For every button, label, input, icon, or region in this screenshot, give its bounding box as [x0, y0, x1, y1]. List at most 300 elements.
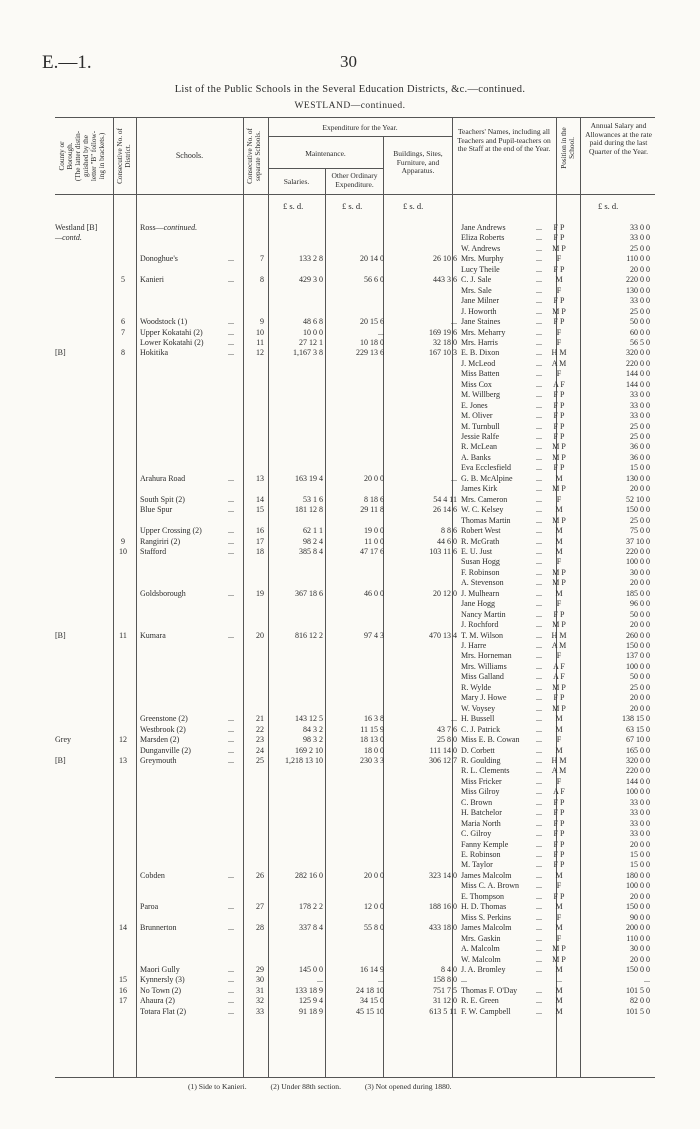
school-name-cell: Ross—continued. — [140, 223, 198, 232]
leader-dots: ... — [536, 850, 542, 859]
school-no-cell: 12 — [256, 348, 264, 358]
table-row — [55, 829, 655, 839]
table-row — [55, 484, 655, 494]
leader-dots: ... — [536, 735, 542, 745]
school-no-cell: 8 — [260, 275, 264, 285]
leader-dots: ... — [228, 745, 234, 755]
leader-dots: ... — [536, 787, 542, 797]
leader-dots: ... — [536, 714, 542, 724]
teacher-name-cell: Miss E. B. Cowan — [461, 735, 520, 745]
table-row — [55, 986, 655, 996]
leader-dots: ... — [228, 254, 234, 264]
table-row — [55, 557, 655, 567]
position-cell: F P — [553, 233, 565, 243]
table-row — [55, 662, 655, 672]
school-name-cell: Totara Flat (2) — [140, 1006, 187, 1016]
school-no-cell: 19 — [256, 588, 264, 598]
annual-salary-cell: 33 0 0 — [630, 223, 650, 232]
teacher-name-cell: Jane Hogg — [461, 599, 495, 609]
table-row — [55, 286, 655, 296]
teacher-name-cell: James Kirk — [461, 484, 498, 494]
leader-dots: ... — [536, 526, 542, 536]
table-row — [55, 442, 655, 452]
county-cell: [B] — [55, 755, 66, 765]
school-name-cell: Hokitika — [140, 348, 168, 358]
position-cell: H M — [551, 755, 567, 765]
leader-dots: ... — [228, 317, 234, 327]
annual-salary-cell: 36 0 0 — [630, 452, 650, 462]
annual-salary-cell: ... — [644, 975, 650, 985]
table-row — [55, 631, 655, 641]
header-other-expenditure: Other Ordinary Expenditure. — [331, 171, 378, 189]
annual-salary-cell: 25 0 0 — [630, 682, 650, 692]
annual-salary-cell: 75 0 0 — [630, 526, 650, 536]
annual-salary-cell: 150 0 0 — [626, 505, 650, 515]
other-expenditure-cell: ... — [378, 327, 384, 337]
annual-salary-cell: 15 0 0 — [630, 463, 650, 473]
leader-dots: ... — [536, 620, 542, 630]
teacher-name-cell: Mrs. Sale — [461, 285, 492, 295]
leader-dots: ... — [536, 400, 542, 410]
leader-dots: ... — [536, 505, 542, 515]
table-row — [55, 589, 655, 599]
position-cell: M P — [552, 442, 566, 452]
position-cell: F P — [553, 829, 565, 839]
teacher-name-cell: ... — [461, 975, 467, 985]
teacher-name-cell: Mrs. Cameron — [461, 494, 508, 504]
teacher-name-cell: Robert West — [461, 526, 501, 536]
other-expenditure-cell: 18 0 0 — [364, 745, 384, 755]
teacher-name-cell: H. D. Thomas — [461, 902, 507, 912]
annual-salary-cell: 101 5 0 — [626, 985, 650, 995]
leader-dots: ... — [536, 536, 542, 546]
buildings-cell: 54 4 11 — [433, 494, 457, 504]
leader-dots: ... — [536, 766, 542, 776]
position-cell: M P — [552, 620, 566, 630]
teacher-name-cell: J. Rochford — [461, 620, 499, 630]
header-position: Position in the School. — [560, 127, 576, 169]
leader-dots: ... — [536, 964, 542, 974]
leader-dots: ... — [536, 870, 542, 880]
table-row — [55, 599, 655, 609]
leader-dots: ... — [536, 944, 542, 954]
school-no-cell: 16 — [256, 526, 264, 536]
county-cell: Grey — [55, 735, 71, 745]
leader-dots: ... — [536, 839, 542, 849]
table-row — [55, 881, 655, 891]
leader-dots: ... — [536, 797, 542, 807]
leader-dots: ... — [536, 484, 542, 494]
buildings-cell: ... — [451, 473, 457, 483]
table-row — [55, 746, 655, 756]
teacher-name-cell: Miss Galland — [461, 672, 504, 682]
leader-dots: ... — [536, 432, 542, 441]
document-code: E.—1. — [42, 52, 92, 73]
position-cell: F — [556, 881, 562, 891]
position-cell: H M — [551, 348, 567, 358]
teacher-name-cell: D. Corbett — [461, 745, 495, 755]
table-row — [55, 411, 655, 421]
leader-dots: ... — [536, 411, 542, 421]
salaries-cell: 145 0 0 — [299, 964, 323, 974]
school-name-cell: South Spit (2) — [140, 494, 185, 504]
teacher-name-cell: Lucy Theile — [461, 264, 500, 274]
buildings-cell: 433 18 0 — [429, 923, 457, 933]
table-row — [55, 798, 655, 808]
school-name-cell: Westbrook (2) — [140, 724, 186, 734]
school-no-cell: 29 — [256, 964, 264, 974]
other-expenditure-cell: 20 15 6 — [360, 317, 384, 327]
table-row — [55, 244, 655, 254]
position-cell: M P — [552, 306, 566, 316]
school-name-cell: Stafford — [140, 546, 167, 556]
leader-dots: ... — [536, 902, 542, 912]
annual-salary-cell: 20 0 0 — [630, 693, 650, 703]
teacher-name-cell: Jane Staines — [461, 317, 501, 327]
position-cell: A F — [553, 787, 565, 797]
annual-salary-cell: 33 0 0 — [630, 818, 650, 828]
teacher-name-cell: Thomas Martin — [461, 515, 511, 525]
leader-dots: ... — [536, 494, 542, 504]
position-cell: F P — [553, 808, 565, 818]
buildings-cell: 167 10 3 — [429, 348, 457, 358]
annual-salary-cell: 50 0 0 — [630, 672, 650, 682]
annual-salary-cell: 33 0 0 — [630, 296, 650, 306]
teacher-name-cell: Miss C. A. Brown — [461, 881, 520, 891]
school-no-cell: 7 — [260, 254, 264, 264]
other-expenditure-cell: 29 11 8 — [360, 505, 384, 515]
header-maintenance: Maintenance. — [305, 149, 346, 158]
table-row — [55, 850, 655, 860]
leader-dots: ... — [228, 985, 234, 995]
teacher-name-cell: Jane Milner — [461, 296, 499, 306]
buildings-cell: 26 14 6 — [433, 505, 457, 515]
teacher-name-cell: Thomas F. O'Day — [461, 985, 518, 995]
table-row — [55, 254, 655, 264]
school-no-cell: 32 — [256, 996, 264, 1006]
buildings-cell: 751 7 5 — [433, 985, 457, 995]
county-cell: Westland [B] — [55, 223, 98, 232]
annual-salary-cell: 130 0 0 — [626, 473, 650, 483]
table-row — [55, 369, 655, 379]
district-no-cell: 7 — [121, 327, 125, 337]
salaries-cell: 385 8 4 — [299, 546, 323, 556]
teacher-name-cell: M. Oliver — [461, 411, 493, 421]
position-cell: F P — [553, 264, 565, 274]
annual-salary-cell: 15 0 0 — [630, 860, 650, 870]
leader-dots: ... — [228, 494, 234, 504]
school-no-cell: 22 — [256, 724, 264, 734]
leader-dots: ... — [536, 557, 542, 567]
other-expenditure-cell: 97 4 3 — [364, 630, 384, 640]
annual-salary-cell: 130 0 0 — [626, 285, 650, 295]
table-row — [55, 641, 655, 651]
school-no-cell: 33 — [256, 1006, 264, 1016]
table-row — [55, 610, 655, 620]
position-cell: F P — [553, 839, 565, 849]
teacher-name-cell: M. Taylor — [461, 860, 493, 870]
buildings-cell: 20 12 0 — [433, 588, 457, 598]
leader-dots: ... — [536, 818, 542, 828]
teacher-name-cell: Eva Ecclesfield — [461, 463, 511, 473]
other-expenditure-cell: 18 13 0 — [360, 735, 384, 745]
leader-dots: ... — [536, 567, 542, 577]
table-row — [55, 390, 655, 400]
table-row — [55, 568, 655, 578]
teacher-name-cell: R. L. Clements — [461, 766, 510, 776]
leader-dots: ... — [536, 348, 542, 358]
annual-salary-cell: 30 0 0 — [630, 567, 650, 577]
school-name-cell: Greymouth — [140, 755, 177, 765]
table-row — [55, 756, 655, 766]
annual-salary-cell: 100 0 0 — [626, 661, 650, 671]
county-cell: —contd. — [55, 233, 82, 243]
leader-dots: ... — [536, 651, 542, 661]
leader-dots: ... — [536, 463, 542, 473]
annual-salary-cell: 150 0 0 — [626, 902, 650, 912]
county-cell: [B] — [55, 630, 66, 640]
district-no-cell: 6 — [121, 317, 125, 327]
salaries-cell: 133 18 9 — [295, 985, 323, 995]
position-cell: F P — [553, 421, 565, 431]
teacher-name-cell: H. Bussell — [461, 714, 495, 724]
teacher-name-cell: W. Voysey — [461, 703, 496, 713]
leader-dots: ... — [536, 285, 542, 295]
annual-salary-cell: 144 0 0 — [626, 776, 650, 786]
leader-dots: ... — [536, 682, 542, 692]
annual-salary-cell: 260 0 0 — [626, 630, 650, 640]
annual-salary-cell: 144 0 0 — [626, 379, 650, 389]
position-cell: M — [555, 923, 563, 933]
position-cell: A M — [551, 358, 567, 368]
leader-dots: ... — [228, 337, 234, 347]
leader-dots: ... — [536, 755, 542, 765]
annual-salary-cell: 137 0 0 — [626, 651, 650, 661]
salaries-cell: 282 16 0 — [295, 870, 323, 880]
teacher-name-cell: Maria North — [461, 818, 501, 828]
salaries-cell: 48 6 8 — [303, 317, 323, 327]
school-no-cell: 9 — [260, 317, 264, 327]
position-cell: M P — [552, 703, 566, 713]
district-no-cell: 9 — [121, 536, 125, 546]
school-name-cell: Ahaura (2) — [140, 996, 175, 1006]
page-title: List of the Public Schools in the Several Education Districts, &c.—continued. — [174, 84, 526, 95]
salaries-cell: 27 12 1 — [299, 337, 323, 347]
annual-salary-cell: 138 15 0 — [622, 714, 650, 724]
annual-salary-cell: 60 0 0 — [630, 327, 650, 337]
position-cell: M P — [552, 515, 566, 525]
table-row — [55, 578, 655, 588]
teacher-name-cell: F. Robinson — [461, 567, 500, 577]
position-cell: ... — [556, 975, 562, 985]
other-expenditure-cell: 229 13 6 — [356, 348, 384, 358]
school-no-cell: 28 — [256, 923, 264, 933]
table-row — [55, 871, 655, 881]
position-cell: M — [555, 745, 563, 755]
teacher-name-cell: Mrs. Gaskin — [461, 933, 501, 943]
table-row — [55, 537, 655, 547]
teacher-name-cell: Mrs. Harris — [461, 337, 498, 347]
school-name-cell: Marsden (2) — [140, 735, 180, 745]
table-row — [55, 787, 655, 797]
other-expenditure-cell: 8 18 6 — [364, 494, 384, 504]
table-row — [55, 808, 655, 818]
district-no-cell: 10 — [119, 546, 127, 556]
table-row — [55, 453, 655, 463]
salaries-cell: 1,167 3 8 — [293, 348, 323, 358]
teacher-name-cell: Miss Batten — [461, 369, 500, 379]
annual-salary-cell: 20 0 0 — [630, 578, 650, 588]
position-cell: F P — [553, 797, 565, 807]
teacher-name-cell: Jane Andrews — [461, 223, 506, 232]
other-expenditure-cell: 34 15 0 — [360, 996, 384, 1006]
position-cell: M — [555, 505, 563, 515]
teacher-name-cell: W. C. Kelsey — [461, 505, 504, 515]
leader-dots: ... — [536, 421, 542, 431]
position-cell: F — [556, 557, 562, 567]
table-row — [55, 913, 655, 923]
position-cell: M — [555, 536, 563, 546]
leader-dots: ... — [536, 390, 542, 400]
position-cell: A F — [553, 661, 565, 671]
district-no-cell: 16 — [119, 985, 127, 995]
table-row — [55, 777, 655, 787]
table-row — [55, 840, 655, 850]
table-row — [55, 620, 655, 630]
currency-annual: £ s. d. — [598, 201, 619, 211]
table-row — [55, 651, 655, 661]
position-cell: F P — [553, 860, 565, 870]
leader-dots: ... — [536, 881, 542, 891]
position-cell: F P — [553, 891, 565, 901]
table-row — [55, 892, 655, 902]
school-no-cell: 26 — [256, 870, 264, 880]
leader-dots: ... — [536, 630, 542, 640]
annual-salary-cell: 101 5 0 — [626, 1006, 650, 1016]
leader-dots: ... — [228, 870, 234, 880]
salaries-cell: 62 1 1 — [303, 526, 323, 536]
teacher-name-cell: R. McLean — [461, 442, 497, 452]
school-name-cell: Upper Crossing (2) — [140, 526, 202, 536]
position-cell: A F — [553, 379, 565, 389]
leader-dots: ... — [536, 933, 542, 943]
leader-dots: ... — [228, 1006, 234, 1016]
leader-dots: ... — [228, 630, 234, 640]
position-cell: M — [555, 1006, 563, 1016]
school-no-cell: 30 — [256, 975, 264, 985]
table-row — [55, 944, 655, 954]
footnote-1: (1) Side to Kanieri. — [188, 1082, 247, 1091]
leader-dots: ... — [228, 275, 234, 285]
annual-salary-cell: 20 0 0 — [630, 264, 650, 274]
annual-salary-cell: 15 0 0 — [630, 850, 650, 859]
school-name-cell: Dunganville (2) — [140, 745, 191, 755]
leader-dots: ... — [536, 442, 542, 452]
leader-dots: ... — [536, 703, 542, 713]
other-expenditure-cell: 47 17 6 — [360, 546, 384, 556]
school-no-cell: 15 — [256, 505, 264, 515]
annual-salary-cell: 33 0 0 — [630, 411, 650, 421]
header-salaries: Salaries. — [283, 177, 310, 186]
position-cell: F P — [553, 400, 565, 410]
school-name-cell: Brunnerton — [140, 923, 177, 933]
school-name-cell: Maori Gully — [140, 964, 180, 974]
annual-salary-cell: 25 0 0 — [630, 306, 650, 316]
table-row — [55, 1007, 655, 1017]
salaries-cell: 337 8 4 — [299, 923, 323, 933]
teacher-name-cell: James Malcolm — [461, 923, 512, 933]
currency-buildings: £ s. d. — [403, 201, 424, 211]
annual-salary-cell: 50 0 0 — [630, 317, 650, 327]
position-cell: F P — [553, 223, 565, 232]
school-no-cell: 21 — [256, 714, 264, 724]
school-name-cell: Donoghue's — [140, 254, 178, 264]
school-name-cell: Kumara — [140, 630, 166, 640]
leader-dots: ... — [536, 358, 542, 368]
teacher-name-cell: C. J. Patrick — [461, 724, 501, 734]
annual-salary-cell: 180 0 0 — [626, 870, 650, 880]
leader-dots: ... — [536, 223, 542, 232]
county-cell: [B] — [55, 348, 66, 358]
teacher-name-cell: R. E. Green — [461, 996, 499, 1006]
table-row — [55, 505, 655, 515]
other-expenditure-cell: 55 8 0 — [364, 923, 384, 933]
leader-dots: ... — [536, 515, 542, 525]
salaries-cell: 181 12 8 — [295, 505, 323, 515]
leader-dots: ... — [536, 243, 542, 253]
teacher-name-cell: Fanny Kemple — [461, 839, 509, 849]
table-row — [55, 401, 655, 411]
salaries-cell: 429 3 0 — [299, 275, 323, 285]
teacher-name-cell: J. McLeod — [461, 358, 496, 368]
buildings-cell: 470 13 4 — [429, 630, 457, 640]
table-row — [55, 725, 655, 735]
leader-dots: ... — [228, 348, 234, 358]
header-schools: Schools. — [175, 151, 204, 160]
annual-salary-cell: 165 0 0 — [626, 745, 650, 755]
header-county: County or Borough. (The latter distin- guished by the letter "B" follow- ing in brackets.) — [58, 130, 106, 182]
position-cell: F P — [553, 432, 565, 441]
leader-dots: ... — [536, 693, 542, 703]
salaries-cell: 163 19 4 — [295, 473, 323, 483]
position-cell: A M — [551, 766, 567, 776]
leader-dots: ... — [536, 724, 542, 734]
leader-dots: ... — [228, 902, 234, 912]
salaries-cell: 53 1 6 — [303, 494, 323, 504]
table-row — [55, 766, 655, 776]
school-no-cell: 20 — [256, 630, 264, 640]
header-expenditure: Expenditure for the Year. — [322, 123, 398, 132]
position-cell: M — [555, 275, 563, 285]
position-cell: F — [556, 494, 562, 504]
other-expenditure-cell: 45 15 10 — [356, 1006, 384, 1016]
other-expenditure-cell: 16 3 8 — [364, 714, 384, 724]
buildings-cell: 25 8 0 — [437, 735, 457, 745]
leader-dots: ... — [536, 891, 542, 901]
position-cell: M P — [552, 944, 566, 954]
buildings-cell: 26 10 6 — [433, 254, 457, 264]
position-cell: F — [556, 254, 562, 264]
teacher-name-cell: F. W. Campbell — [461, 1006, 511, 1016]
annual-salary-cell: 82 0 0 — [630, 996, 650, 1006]
annual-salary-cell: 110 0 0 — [626, 254, 650, 264]
footnote-3: (3) Not opened during 1880. — [364, 1082, 452, 1091]
position-cell: M — [555, 964, 563, 974]
leader-dots: ... — [536, 776, 542, 786]
table-row — [55, 996, 655, 1006]
leader-dots: ... — [228, 996, 234, 1006]
section-subtitle: WESTLAND—continued. — [294, 101, 406, 111]
